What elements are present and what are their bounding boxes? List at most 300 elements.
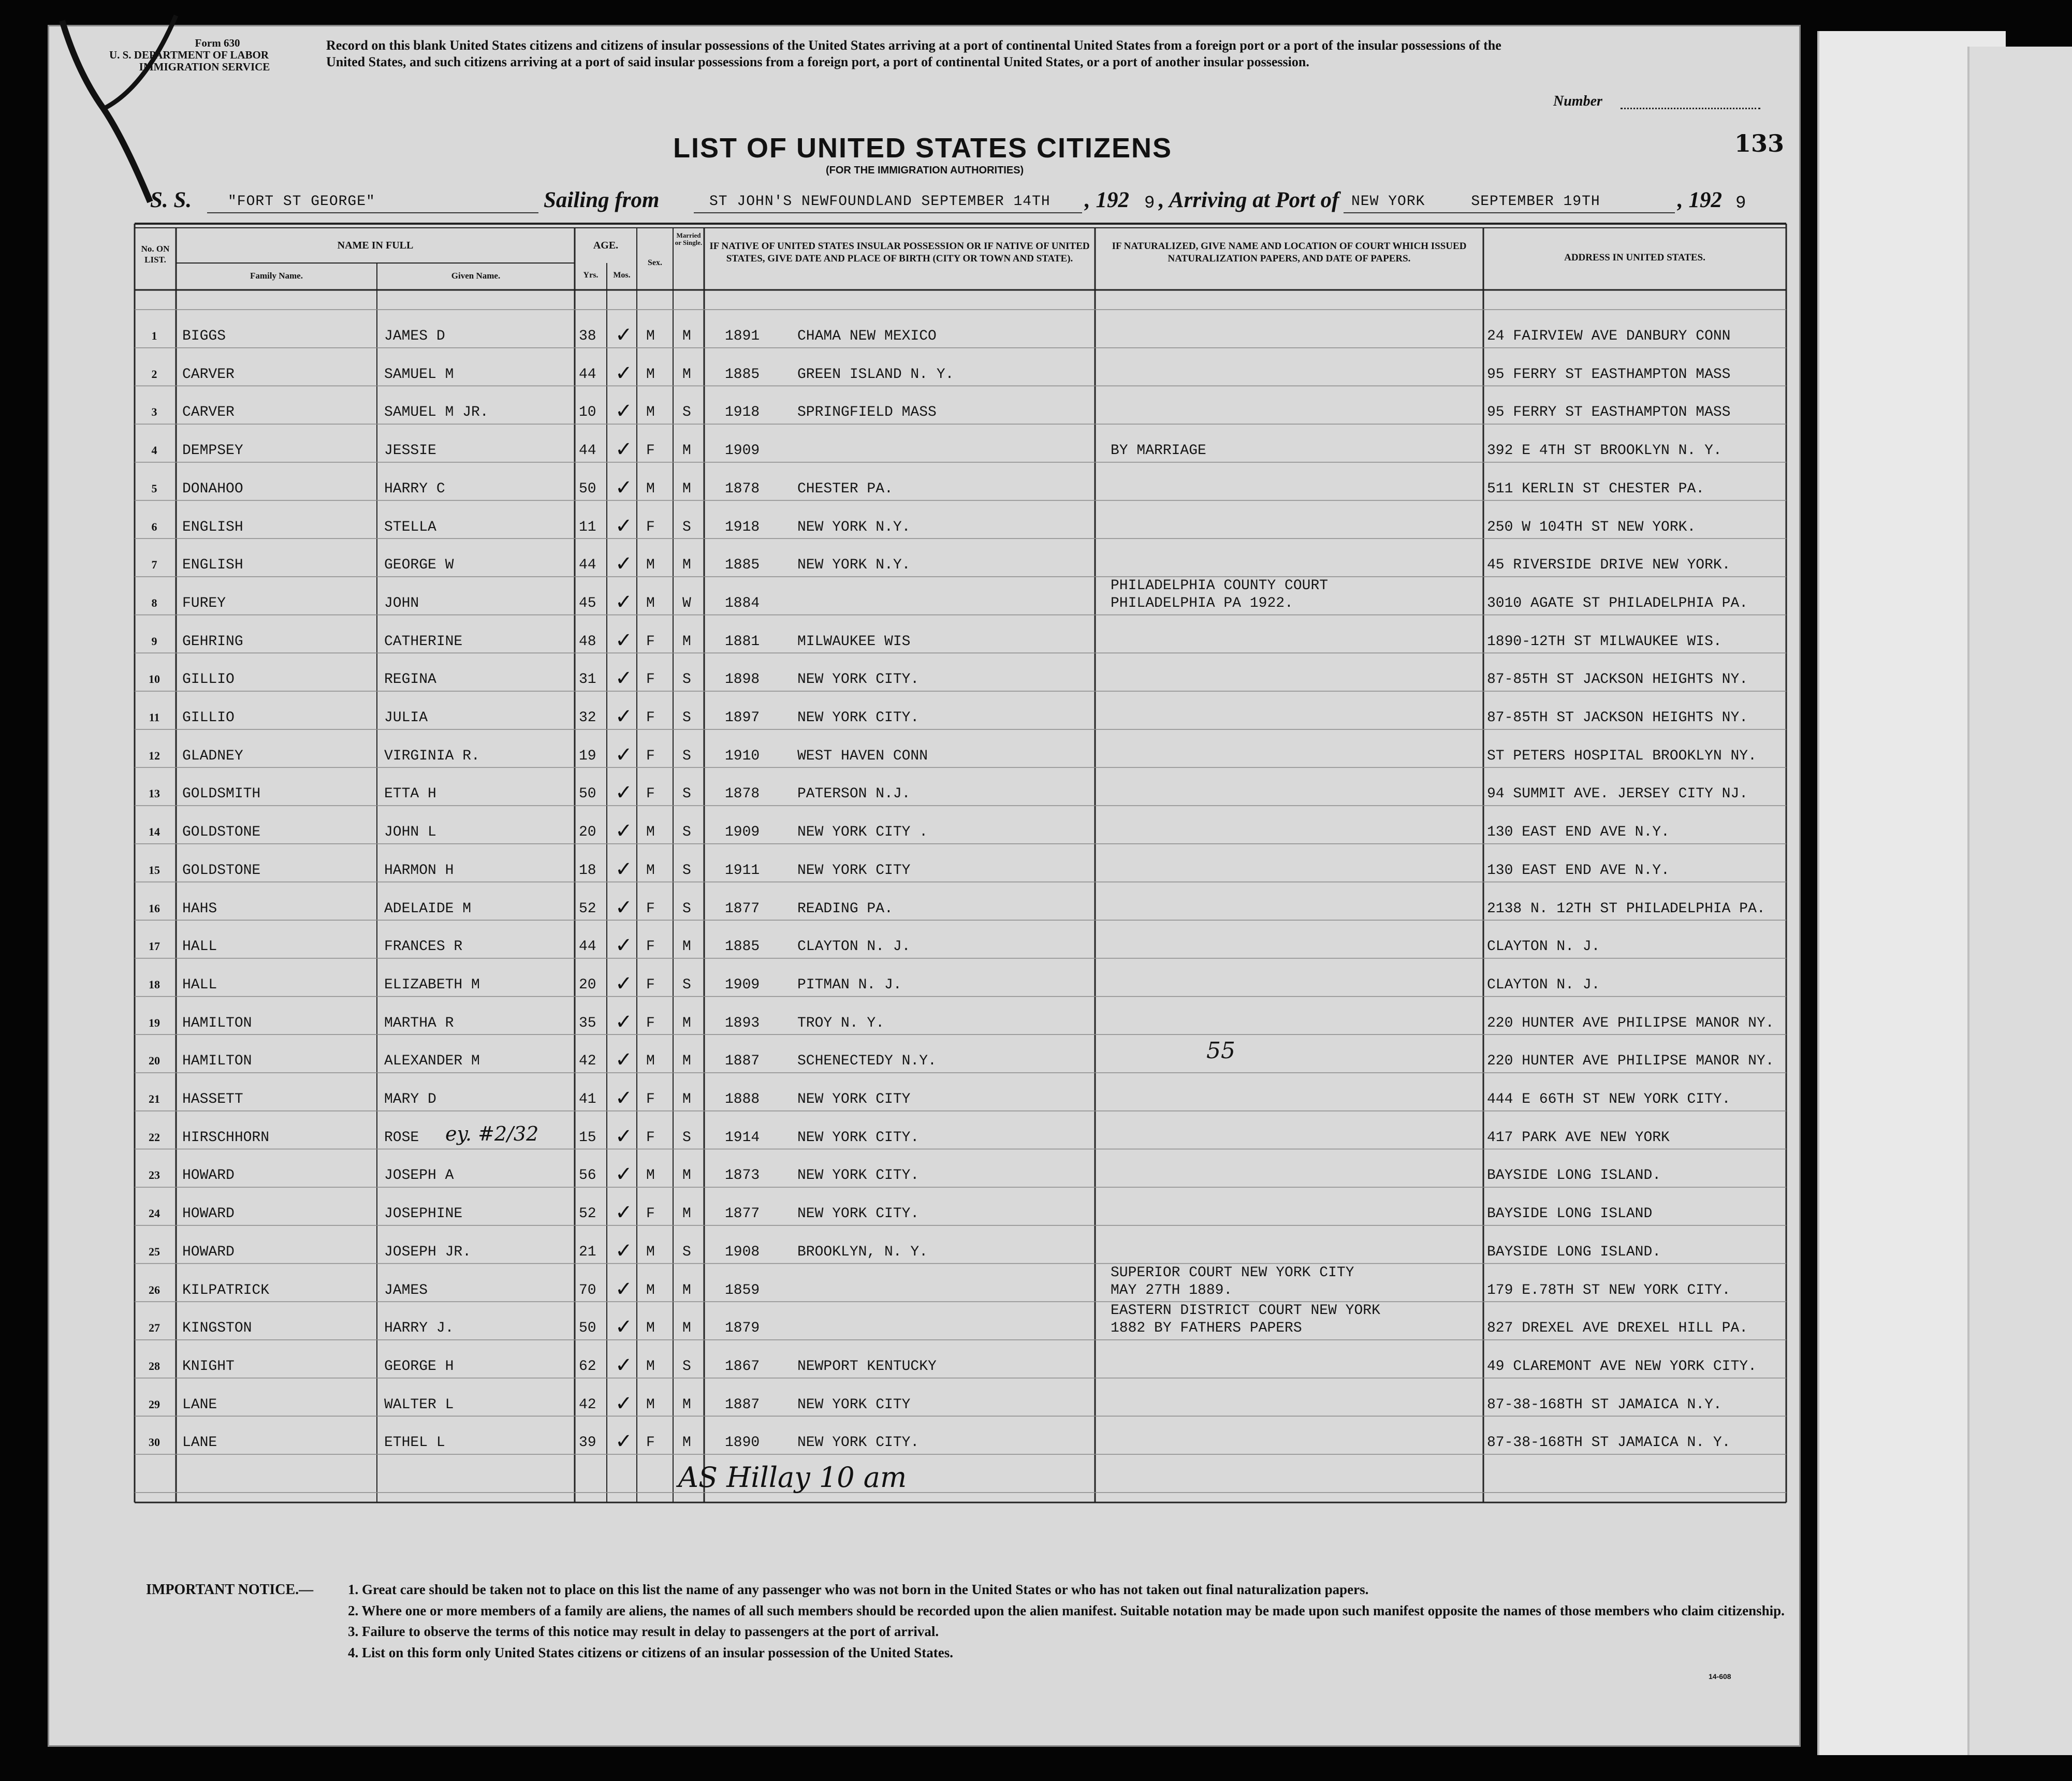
birth-place: NEW YORK CITY. <box>797 1167 920 1184</box>
signature: AS Hillay 10 am <box>678 1461 907 1494</box>
sex-value: M <box>646 557 655 574</box>
sex-value: M <box>646 1320 655 1337</box>
check-mark: ✓ <box>615 895 633 919</box>
naturalization: 1882 BY FATHERS PAPERS <box>1111 1320 1302 1337</box>
given-name: ADELAIDE M <box>384 900 472 917</box>
check-mark: ✓ <box>615 705 633 728</box>
marital-status: M <box>682 1091 691 1107</box>
address: 444 E 66TH ST NEW YORK CITY. <box>1487 1091 1731 1107</box>
row-number: 26 <box>149 1283 160 1296</box>
notice-item: 3. Failure to observe the terms of this notice may result in delay to passengers at the port of arrival. <box>348 1624 939 1639</box>
marital-status: S <box>682 404 691 421</box>
given-name: HARRY J. <box>384 1320 454 1337</box>
sailing-from: ST JOHN'S NEWFOUNDLAND SEPTEMBER 14TH <box>709 194 1050 210</box>
sex-value: F <box>646 786 655 802</box>
age-years: 70 <box>579 1282 596 1298</box>
check-mark: ✓ <box>615 1353 633 1377</box>
birth-year: 1914 <box>725 1129 760 1146</box>
birth-year: 1885 <box>725 939 760 955</box>
sex-value: F <box>646 519 655 535</box>
ship-name-line <box>207 212 538 213</box>
marital-status: M <box>682 939 691 955</box>
birth-year: 1867 <box>725 1358 760 1375</box>
sex-value: M <box>646 404 655 421</box>
address: 130 EAST END AVE N.Y. <box>1487 862 1670 879</box>
col-birth: IF NATIVE OF UNITED STATES INSULAR POSSESSION OR IF NATIVE OF UNITED STATES, GIVE DATE AND PLACE OF BIRTH (CITY OR TOWN AND STATE). <box>709 241 1090 264</box>
birth-year: 1887 <box>725 1396 760 1413</box>
birth-year: 1909 <box>725 824 760 841</box>
birth-place: NEW YORK CITY. <box>797 671 920 688</box>
given-name: JULIA <box>384 710 428 726</box>
family-name: GOLDSTONE <box>182 862 261 879</box>
row-number: 4 <box>151 444 157 457</box>
form-code: 14-608 <box>1709 1672 1731 1681</box>
sex-value: F <box>646 900 655 917</box>
check-mark: ✓ <box>615 666 633 691</box>
given-name: CATHERINE <box>384 633 463 650</box>
family-name: CARVER <box>182 366 235 383</box>
family-name: LANE <box>182 1396 217 1413</box>
address: 220 HUNTER AVE PHILIPSE MANOR NY. <box>1487 1053 1774 1070</box>
family-name: DEMPSEY <box>182 443 243 459</box>
given-name: GEORGE H <box>384 1358 454 1375</box>
sailing-label: Sailing from <box>544 188 660 212</box>
birth-year: 1888 <box>725 1091 760 1107</box>
marital-status: S <box>682 1244 691 1260</box>
marital-status: S <box>682 1358 691 1375</box>
given-name: HARMON H <box>384 862 454 879</box>
check-mark: ✓ <box>615 361 633 385</box>
birth-place: READING PA. <box>797 900 893 917</box>
year-label-2: , 192 <box>1677 188 1722 212</box>
col-given-name: Given Name. <box>451 271 501 281</box>
given-name: FRANCES R <box>384 939 463 955</box>
number-line <box>1621 108 1760 109</box>
row-number: 24 <box>149 1207 160 1220</box>
given-name: ALEXANDER M <box>384 1053 480 1070</box>
row-number: 10 <box>149 673 160 686</box>
marital-status: M <box>682 443 691 459</box>
age-years: 48 <box>579 633 596 650</box>
age-years: 52 <box>579 1206 596 1222</box>
birth-place: NEWPORT KENTUCKY <box>797 1358 937 1375</box>
row-number: 13 <box>149 787 160 800</box>
col-family-name: Family Name. <box>250 271 303 281</box>
given-name: JOSEPH A <box>384 1167 454 1184</box>
check-mark: ✓ <box>615 475 633 500</box>
family-name: HOWARD <box>182 1167 235 1184</box>
address: 45 RIVERSIDE DRIVE NEW YORK. <box>1487 557 1731 574</box>
birth-place: PITMAN N. J. <box>797 976 902 993</box>
notice-item: 1. Great care should be taken not to place on this list the name of any passenger who was not born in the United States or who has not taken out final naturalization papers. <box>348 1582 1369 1597</box>
birth-year: 1898 <box>725 671 760 688</box>
address: 250 W 104TH ST NEW YORK. <box>1487 519 1696 535</box>
family-name: GILLIO <box>182 671 235 688</box>
naturalization: 55 <box>1206 1038 1235 1064</box>
family-name: GEHRING <box>182 633 243 650</box>
family-name: GILLIO <box>182 710 235 726</box>
given-name: SAMUEL M JR. <box>384 404 489 421</box>
address: 220 HUNTER AVE PHILIPSE MANOR NY. <box>1487 1015 1774 1031</box>
check-mark: ✓ <box>615 1086 633 1110</box>
notice-item: 4. List on this form only United States citizens or citizens of an insular possession of the United States. <box>348 1644 954 1660</box>
row-number: 16 <box>149 901 160 915</box>
number-label: Number <box>1553 93 1602 109</box>
col-address: ADDRESS IN UNITED STATES. <box>1564 252 1705 263</box>
birth-year: 1910 <box>725 748 760 764</box>
check-mark: ✓ <box>615 781 633 805</box>
age-years: 52 <box>579 900 596 917</box>
birth-place: TROY N. Y. <box>797 1015 885 1031</box>
given-name: STELLA <box>384 519 436 535</box>
marital-status: M <box>682 1053 691 1070</box>
marital-status: S <box>682 786 691 802</box>
form-number: Form 630 <box>195 37 240 49</box>
check-mark: ✓ <box>615 514 633 538</box>
birth-year: 1885 <box>725 557 760 574</box>
address: 87-85TH ST JACKSON HEIGHTS NY. <box>1487 671 1748 688</box>
department-name: U. S. DEPARTMENT OF LABOR <box>109 49 269 62</box>
sex-value: F <box>646 1015 655 1031</box>
age-years: 11 <box>579 519 596 535</box>
given-name: JOSEPHINE <box>384 1206 463 1222</box>
age-years: 19 <box>579 748 596 764</box>
given-name: VIRGINIA R. <box>384 748 480 764</box>
row-number: 9 <box>151 634 157 648</box>
check-mark: ✓ <box>615 1315 633 1339</box>
age-years: 42 <box>579 1053 596 1070</box>
important-notice <box>146 1579 1792 1663</box>
family-name: HOWARD <box>182 1206 235 1222</box>
birth-year: 1909 <box>725 976 760 993</box>
sex-value: F <box>646 976 655 993</box>
marital-status: S <box>682 1129 691 1146</box>
given-name: REGINA <box>384 671 436 688</box>
address: 2138 N. 12TH ST PHILADELPHIA PA. <box>1487 900 1765 917</box>
sex-value: F <box>646 1206 655 1222</box>
marital-status: S <box>682 862 691 879</box>
age-years: 44 <box>579 557 596 574</box>
manifest-sheet <box>48 25 1801 1747</box>
given-name: SAMUEL M <box>384 366 454 383</box>
address: 392 E 4TH ST BROOKLYN N. Y. <box>1487 443 1722 459</box>
birth-year: 1893 <box>725 1015 760 1031</box>
address: 827 DREXEL AVE DREXEL HILL PA. <box>1487 1320 1748 1337</box>
sex-value: F <box>646 1129 655 1146</box>
rose-annotation: ey. #2/32 <box>445 1122 539 1145</box>
marital-status: S <box>682 900 691 917</box>
row-number: 23 <box>149 1169 160 1182</box>
sex-value: F <box>646 633 655 650</box>
age-years: 44 <box>579 939 596 955</box>
birth-year: 1878 <box>725 786 760 802</box>
birth-place: SPRINGFIELD MASS <box>797 404 937 421</box>
age-years: 32 <box>579 710 596 726</box>
given-name: GEORGE W <box>384 557 454 574</box>
birth-year: 1877 <box>725 900 760 917</box>
age-years: 15 <box>579 1129 596 1146</box>
birth-year: 1911 <box>725 862 760 879</box>
address: 95 FERRY ST EASTHAMPTON MASS <box>1487 366 1731 383</box>
check-mark: ✓ <box>615 1277 633 1301</box>
family-name: KINGSTON <box>182 1320 252 1337</box>
given-name: JOHN L <box>384 824 436 841</box>
marital-status: S <box>682 671 691 688</box>
marital-status: M <box>682 557 691 574</box>
family-name: HASSETT <box>182 1091 243 1107</box>
form-info <box>91 37 287 73</box>
address: 24 FAIRVIEW AVE DANBURY CONN <box>1487 328 1731 344</box>
address: BAYSIDE LONG ISLAND <box>1487 1206 1653 1222</box>
given-name: WALTER L <box>384 1396 454 1413</box>
age-years: 38 <box>579 328 596 344</box>
address: 87-38-168TH ST JAMAICA N. Y. <box>1487 1435 1731 1451</box>
row-number: 14 <box>149 825 160 839</box>
birth-place: CHESTER PA. <box>797 480 893 497</box>
check-mark: ✓ <box>615 1391 633 1415</box>
birth-year: 1885 <box>725 366 760 383</box>
address: 94 SUMMIT AVE. JERSEY CITY NJ. <box>1487 786 1748 802</box>
row-number: 30 <box>149 1436 160 1449</box>
sex-value: M <box>646 824 655 841</box>
birth-place: MILWAUKEE WIS <box>797 633 911 650</box>
address: 179 E.78TH ST NEW YORK CITY. <box>1487 1282 1731 1298</box>
age-years: 50 <box>579 1320 596 1337</box>
row-number: 11 <box>149 711 160 724</box>
marital-status: M <box>682 480 691 497</box>
col-naturalized: IF NATURALIZED, GIVE NAME AND LOCATION OF COURT WHICH ISSUED NATURALIZATION PAPERS, AND DATE OF PAPERS. <box>1112 241 1467 264</box>
year-2: 9 <box>1735 194 1747 213</box>
given-name: JAMES <box>384 1282 428 1298</box>
naturalization: SUPERIOR COURT NEW YORK CITY <box>1111 1264 1354 1281</box>
birth-place: NEW YORK CITY <box>797 862 911 879</box>
sex-value: M <box>646 1053 655 1070</box>
family-name: ENGLISH <box>182 519 243 535</box>
check-mark: ✓ <box>615 437 633 462</box>
sex-value: M <box>646 1244 655 1260</box>
marital-status: W <box>682 595 691 611</box>
family-name: GLADNEY <box>182 748 243 764</box>
age-years: 44 <box>579 366 596 383</box>
page-number: 133 <box>1734 129 1785 157</box>
age-years: 10 <box>579 404 596 421</box>
naturalization: EASTERN DISTRICT COURT NEW YORK <box>1111 1303 1380 1319</box>
check-mark: ✓ <box>615 590 633 614</box>
check-mark: ✓ <box>615 628 633 652</box>
marital-status: M <box>682 1167 691 1184</box>
naturalization: MAY 27TH 1889. <box>1111 1282 1233 1298</box>
sex-value: M <box>646 1282 655 1298</box>
address: 49 CLAREMONT AVE NEW YORK CITY. <box>1487 1358 1757 1375</box>
birth-year: 1890 <box>725 1435 760 1451</box>
ship-name: "FORT ST GEORGE" <box>228 194 375 210</box>
birth-year: 1918 <box>725 404 760 421</box>
birth-place: NEW YORK CITY <box>797 1396 911 1413</box>
address: 511 KERLIN ST CHESTER PA. <box>1487 480 1705 497</box>
address: BAYSIDE LONG ISLAND. <box>1487 1167 1661 1184</box>
check-mark: ✓ <box>615 1162 633 1187</box>
marital-status: M <box>682 1015 691 1031</box>
arriving-label: , Arriving at Port of <box>1159 188 1339 212</box>
row-number: 15 <box>149 863 160 877</box>
family-name: GOLDSTONE <box>182 824 261 841</box>
birth-place: SCHENECTEDY N.Y. <box>797 1053 937 1070</box>
address: CLAYTON N. J. <box>1487 976 1600 993</box>
address: 417 PARK AVE NEW YORK <box>1487 1129 1670 1146</box>
service-name: IMMIGRATION SERVICE <box>139 61 270 74</box>
check-mark: ✓ <box>615 857 633 881</box>
given-name: JOHN <box>384 595 419 611</box>
col-mos: Mos. <box>613 271 631 280</box>
given-name: ELIZABETH M <box>384 976 480 993</box>
birth-place: NEW YORK N.Y. <box>797 519 911 535</box>
birth-year: 1879 <box>725 1320 760 1337</box>
marital-status: S <box>682 976 691 993</box>
age-years: 35 <box>579 1015 596 1031</box>
birth-year: 1897 <box>725 710 760 726</box>
naturalization: PHILADELPHIA PA 1922. <box>1111 595 1293 611</box>
sex-value: M <box>646 480 655 497</box>
naturalization: PHILADELPHIA COUNTY COURT <box>1111 577 1329 594</box>
age-years: 50 <box>579 786 596 802</box>
birth-place: NEW YORK CITY. <box>797 1129 920 1146</box>
birth-place: NEW YORK CITY . <box>797 824 928 841</box>
sex-value: F <box>646 443 655 459</box>
row-number: 12 <box>149 749 160 762</box>
marital-status: M <box>682 633 691 650</box>
ss-label: S. S. <box>150 188 192 212</box>
address: CLAYTON N. J. <box>1487 939 1600 955</box>
family-name: HIRSCHHORN <box>182 1129 270 1146</box>
sex-value: F <box>646 1435 655 1451</box>
sex-value: M <box>646 328 655 344</box>
family-name: ENGLISH <box>182 557 243 574</box>
check-mark: ✓ <box>615 552 633 576</box>
marital-status: S <box>682 748 691 764</box>
row-number: 2 <box>151 367 157 381</box>
sex-value: M <box>646 862 655 879</box>
col-no: No. ON LIST. <box>141 244 170 265</box>
given-name: HARRY C <box>384 480 445 497</box>
age-years: 44 <box>579 443 596 459</box>
birth-place: NEW YORK CITY. <box>797 1206 920 1222</box>
birth-year: 1881 <box>725 633 760 650</box>
document-title: LIST OF UNITED STATES CITIZENS <box>673 133 1172 164</box>
sex-value: F <box>646 1091 655 1107</box>
sex-value: M <box>646 366 655 383</box>
birth-year: 1873 <box>725 1167 760 1184</box>
age-years: 18 <box>579 862 596 879</box>
given-name: JOSEPH JR. <box>384 1244 472 1260</box>
birth-place: NEW YORK CITY. <box>797 710 920 726</box>
address: 130 EAST END AVE N.Y. <box>1487 824 1670 841</box>
given-name: JESSIE <box>384 443 436 459</box>
birth-place: CHAMA NEW MEXICO <box>797 328 937 344</box>
age-years: 20 <box>579 824 596 841</box>
marital-status: M <box>682 1282 691 1298</box>
marital-status: S <box>682 824 691 841</box>
row-number: 25 <box>149 1245 160 1258</box>
check-mark: ✓ <box>615 1429 633 1454</box>
row-number: 21 <box>149 1092 160 1105</box>
given-name: MARY D <box>384 1091 436 1107</box>
address: 95 FERRY ST EASTHAMPTON MASS <box>1487 404 1731 421</box>
address: 87-85TH ST JACKSON HEIGHTS NY. <box>1487 710 1748 726</box>
col-yrs: Yrs. <box>583 271 599 280</box>
age-years: 41 <box>579 1091 596 1107</box>
age-years: 21 <box>579 1244 596 1260</box>
record-instructions: Record on this blank United States citizens and citizens of insular possessions of the United States arriving at a port of continental United States from a foreign port or a port of the insular possessions of the United States, and such citizens arriving at a port of said insular possessions from a foreign port, a port of continental United States, or a port of another insular possession. <box>326 38 1501 69</box>
age-years: 56 <box>579 1167 596 1184</box>
marital-status: M <box>682 328 691 344</box>
birth-year: 1909 <box>725 443 760 459</box>
sex-value: M <box>646 595 655 611</box>
check-mark: ✓ <box>615 323 633 347</box>
sex-value: F <box>646 748 655 764</box>
family-name: FUREY <box>182 595 226 611</box>
row-number: 1 <box>151 329 157 342</box>
age-years: 20 <box>579 976 596 993</box>
family-name: DONAHOO <box>182 480 243 497</box>
col-name-in-full: NAME IN FULL <box>337 240 414 251</box>
given-name: ROSE <box>384 1129 419 1146</box>
address: BAYSIDE LONG ISLAND. <box>1487 1244 1661 1260</box>
row-number: 3 <box>151 405 157 419</box>
row-number: 7 <box>151 558 157 572</box>
age-years: 50 <box>579 480 596 497</box>
family-name: KNIGHT <box>182 1358 235 1375</box>
birth-year: 1918 <box>725 519 760 535</box>
arriving-line <box>1344 212 1675 213</box>
year-label-1: , 192 <box>1085 188 1129 212</box>
check-mark: ✓ <box>615 1238 633 1263</box>
row-number: 22 <box>149 1130 160 1144</box>
check-mark: ✓ <box>615 399 633 424</box>
birth-year: 1878 <box>725 480 760 497</box>
check-mark: ✓ <box>615 971 633 996</box>
given-name: ETTA H <box>384 786 436 802</box>
sex-value: M <box>646 1358 655 1375</box>
birth-year: 1859 <box>725 1282 760 1298</box>
given-name: ETHEL L <box>384 1435 445 1451</box>
row-number: 27 <box>149 1321 160 1335</box>
family-name: HALL <box>182 976 217 993</box>
naturalization: BY MARRIAGE <box>1111 443 1206 459</box>
age-years: 39 <box>579 1435 596 1451</box>
check-mark: ✓ <box>615 742 633 767</box>
birth-place: BROOKLYN, N. Y. <box>797 1244 928 1260</box>
sex-value: F <box>646 939 655 955</box>
address: 3010 AGATE ST PHILADELPHIA PA. <box>1487 595 1748 611</box>
family-name: CARVER <box>182 404 235 421</box>
given-name: JAMES D <box>384 328 445 344</box>
check-mark: ✓ <box>615 819 633 843</box>
birth-year: 1887 <box>725 1053 760 1070</box>
address: 87-38-168TH ST JAMAICA N.Y. <box>1487 1396 1722 1413</box>
marital-status: M <box>682 1320 691 1337</box>
family-name: HAMILTON <box>182 1015 252 1031</box>
birth-place: NEW YORK CITY. <box>797 1435 920 1451</box>
marital-status: M <box>682 1396 691 1413</box>
sex-value: M <box>646 1167 655 1184</box>
birth-place: GREEN ISLAND N. Y. <box>797 366 954 383</box>
row-number: 18 <box>149 977 160 991</box>
check-mark: ✓ <box>615 1048 633 1072</box>
marital-status: S <box>682 519 691 535</box>
row-number: 8 <box>151 596 157 609</box>
family-name: KILPATRICK <box>182 1282 270 1298</box>
arriving-port: NEW YORK SEPTEMBER 19TH <box>1351 194 1600 210</box>
